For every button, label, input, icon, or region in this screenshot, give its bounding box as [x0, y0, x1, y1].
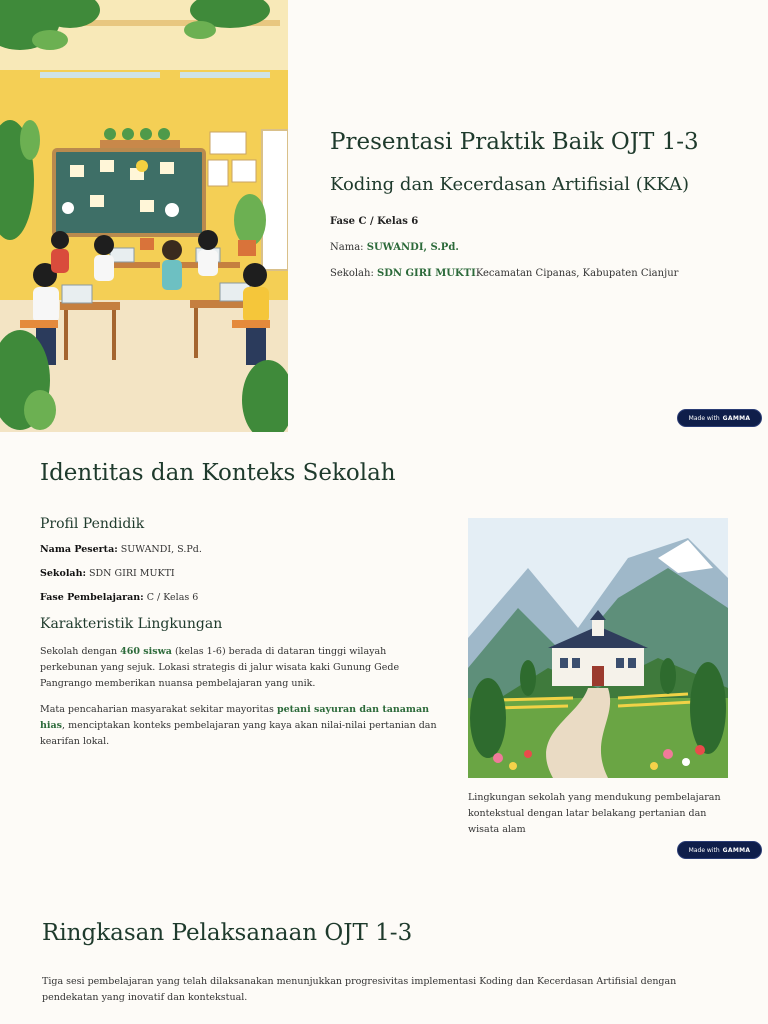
- sekolah-line: [330, 268, 750, 279]
- para2-text-b: , menciptakan konteks pembelajaran yang kaya akan nilai-nilai pertanian dan kearifan lokal.: [40, 720, 437, 747]
- karakteristik-heading: Karakteristik Lingkungan: [40, 616, 223, 632]
- made-with-label: Made with: [688, 846, 720, 854]
- title-block: [330, 126, 750, 279]
- nama-label: Nama:: [330, 242, 367, 253]
- sekolah-label: Sekolah:: [330, 268, 377, 279]
- sekolah-value: SDN GIRI MUKTI: [377, 268, 476, 279]
- lingkungan-paragraph-2: [40, 702, 440, 750]
- made-with-gamma-badge[interactable]: [677, 409, 762, 427]
- gamma-brand-label: GAMMA: [722, 846, 751, 854]
- fase-label: Fase C / Kelas 6: [330, 216, 419, 227]
- profil-heading: Profil Pendidik: [40, 516, 145, 532]
- identity-slide: [0, 432, 768, 864]
- profile-column: [40, 516, 440, 760]
- nama-peserta-value: SUWANDI, S.Pd.: [117, 544, 202, 555]
- summary-title: Ringkasan Pelaksanaan OJT 1-3: [42, 920, 413, 946]
- classroom-illustration-icon: [0, 0, 288, 432]
- summary-slide: [0, 864, 768, 1024]
- para1-text-a: Sekolah dengan: [40, 646, 121, 657]
- sekolah-label: Sekolah:: [40, 568, 87, 579]
- title-slide: [0, 0, 768, 432]
- fase-label: Fase Pembelajaran:: [40, 592, 144, 603]
- made-with-label: Made with: [688, 414, 720, 422]
- fase-value: C / Kelas 6: [143, 592, 199, 603]
- presentation-subtitle: Koding dan Kecerdasan Artifisial (KKA): [330, 174, 689, 195]
- image-caption: Lingkungan sekolah yang mendukung pembelajaran kontekstual dengan latar belakang pertanian dan wisata alam: [468, 792, 721, 835]
- gamma-brand-label: GAMMA: [722, 414, 751, 422]
- para2-text-a: Mata pencaharian masyarakat sekitar mayoritas: [40, 704, 277, 715]
- para1-text-b: (kelas 1-6) berada di dataran tinggi wilayah perkebunan yang sejuk. Lokasi strategis di jalur wisata kaki Gunung Gede Pangrango memberikan nuansa pembelajaran yang unik.: [40, 646, 400, 689]
- school-mountain-illustration-icon: [468, 518, 728, 778]
- nama-line: [330, 242, 750, 253]
- presentation-title: Presentasi Praktik Baik OJT 1-3: [330, 129, 699, 155]
- fase-row: [40, 592, 440, 603]
- nama-peserta-row: [40, 544, 440, 555]
- nama-peserta-label: Nama Peserta:: [40, 544, 118, 555]
- section-title: Identitas dan Konteks Sekolah: [40, 460, 396, 486]
- made-with-gamma-badge[interactable]: [677, 841, 762, 859]
- petani-highlight: petani sayuran dan tanaman hias: [40, 704, 430, 731]
- sekolah-value: SDN GIRI MUKTI: [86, 568, 175, 579]
- nama-value: SUWANDI, S.Pd.: [366, 242, 459, 253]
- sekolah-location: Kecamatan Cipanas, Kabupaten Cianjur: [475, 268, 679, 279]
- siswa-highlight: 460 siswa: [120, 646, 172, 657]
- summary-paragraph: Tiga sesi pembelajaran yang telah dilaksanakan menunjukkan progresivitas implementasi Koding dan Kecerdasan Artifisial dengan pendekatan yang inovatif dan kontekstual.: [42, 976, 677, 1003]
- lingkungan-paragraph-1: [40, 644, 440, 692]
- sekolah-row: [40, 568, 440, 579]
